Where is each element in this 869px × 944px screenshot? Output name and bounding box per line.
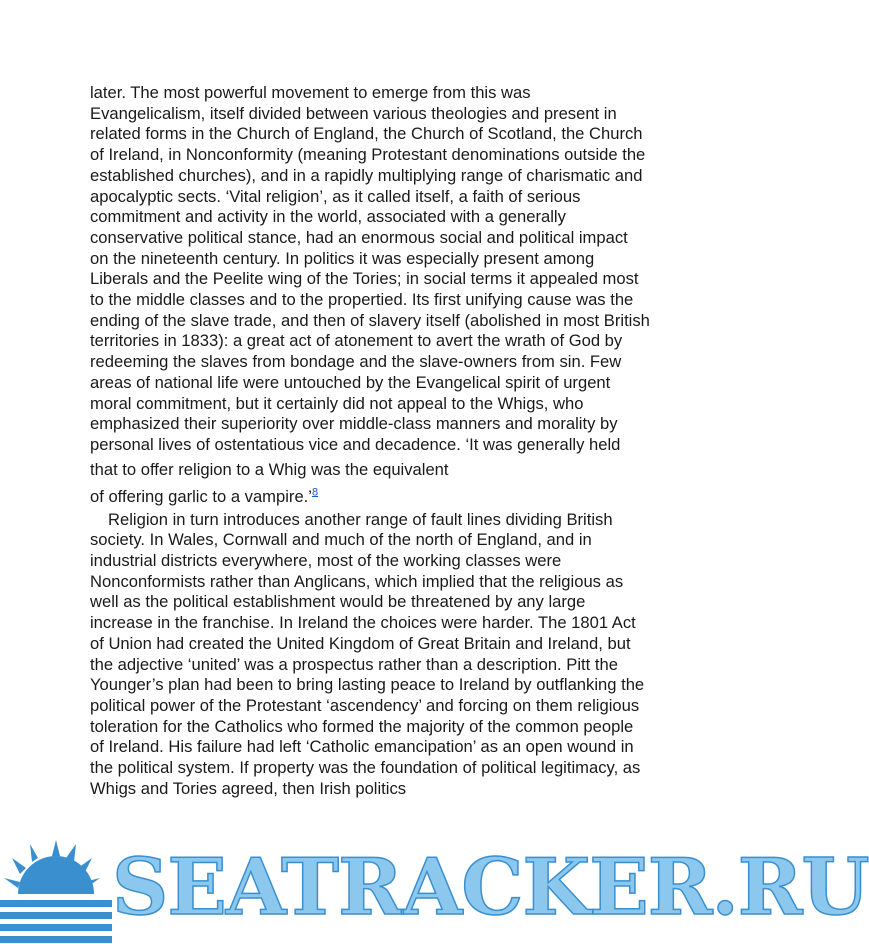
paragraph-1-last-line [90, 487, 318, 506]
paragraph-1-closing-text: of offering garlic to a vampire.’ [90, 486, 312, 506]
paragraph-2-text: Religion in turn introduces another range of fault lines dividing British society. In Wales, Cornwall and much of the north of England, and in industrial districts everywhere, most of the working classes were Nonconformists rather than Anglicans, which implied that the religious as well as the political establishment would be threatened by any large increase in the franchise. In Ireland the choices were harder. The 1801 Act of Union had created the United Kingdom of Great Britain and Ireland, but the adjective ‘united’ was a prospectus rather than a description. Pitt the Younger’s plan had been to bring lasting peace to Ireland by outflanking the political power of the Protestant ‘ascendency’ and forcing on them religious toleration for the Catholics who formed the majority of the common people of Ireland. His failure had left ‘Catholic emancipation’ as an open wound in the political system. If property was the foundation of political legitimacy, as Whigs and Tories agreed, then Irish politics [90, 509, 645, 798]
paragraph-2 [90, 510, 650, 800]
watermark-text: SEATRACKER.RU [112, 842, 869, 933]
paragraph-1-text: later. The most powerful movement to emerge from this was Evangelicalism, itself divided between various theologies and present in related forms in the Church of England, the Church of Scotland, the Church of Ireland, in Nonconformity (meaning Protestant denominations outside the established churches), and in a rapidly multiplying range of charismatic and apocalyptic sects. ‘Vital religion’, as it called itself, a faith of serious commitment and activity in the world, associated with a generally conservative political stance, had an enormous social and political impact on the nineteenth century. In politics it was especially present among Liberals and the Peelite wing of the Tories; in social terms it appealed most to the middle classes and to the propertied. Its first unifying cause was the ending of the slave trade, and then of slavery itself (abolished in most British territories in 1833): a great act of atonement to avert the wrath of God by redeeming the slaves from bondage and the slave-owners from sin. Few areas of national life were untouched by the Evangelical spirit of urgent moral commitment, but it certainly did not appeal to the Whigs, who emphasized their superiority over middle-class manners and morality by personal lives of ostentatious vice and decadence. ‘It was generally held that to offer religion to a Whig was the equivalent [90, 83, 650, 479]
body-text [90, 83, 650, 800]
paragraph-1 [90, 83, 650, 510]
sun-logo-icon [0, 838, 120, 944]
footnote-link[interactable]: 8 [311, 486, 319, 499]
watermark [0, 838, 869, 944]
